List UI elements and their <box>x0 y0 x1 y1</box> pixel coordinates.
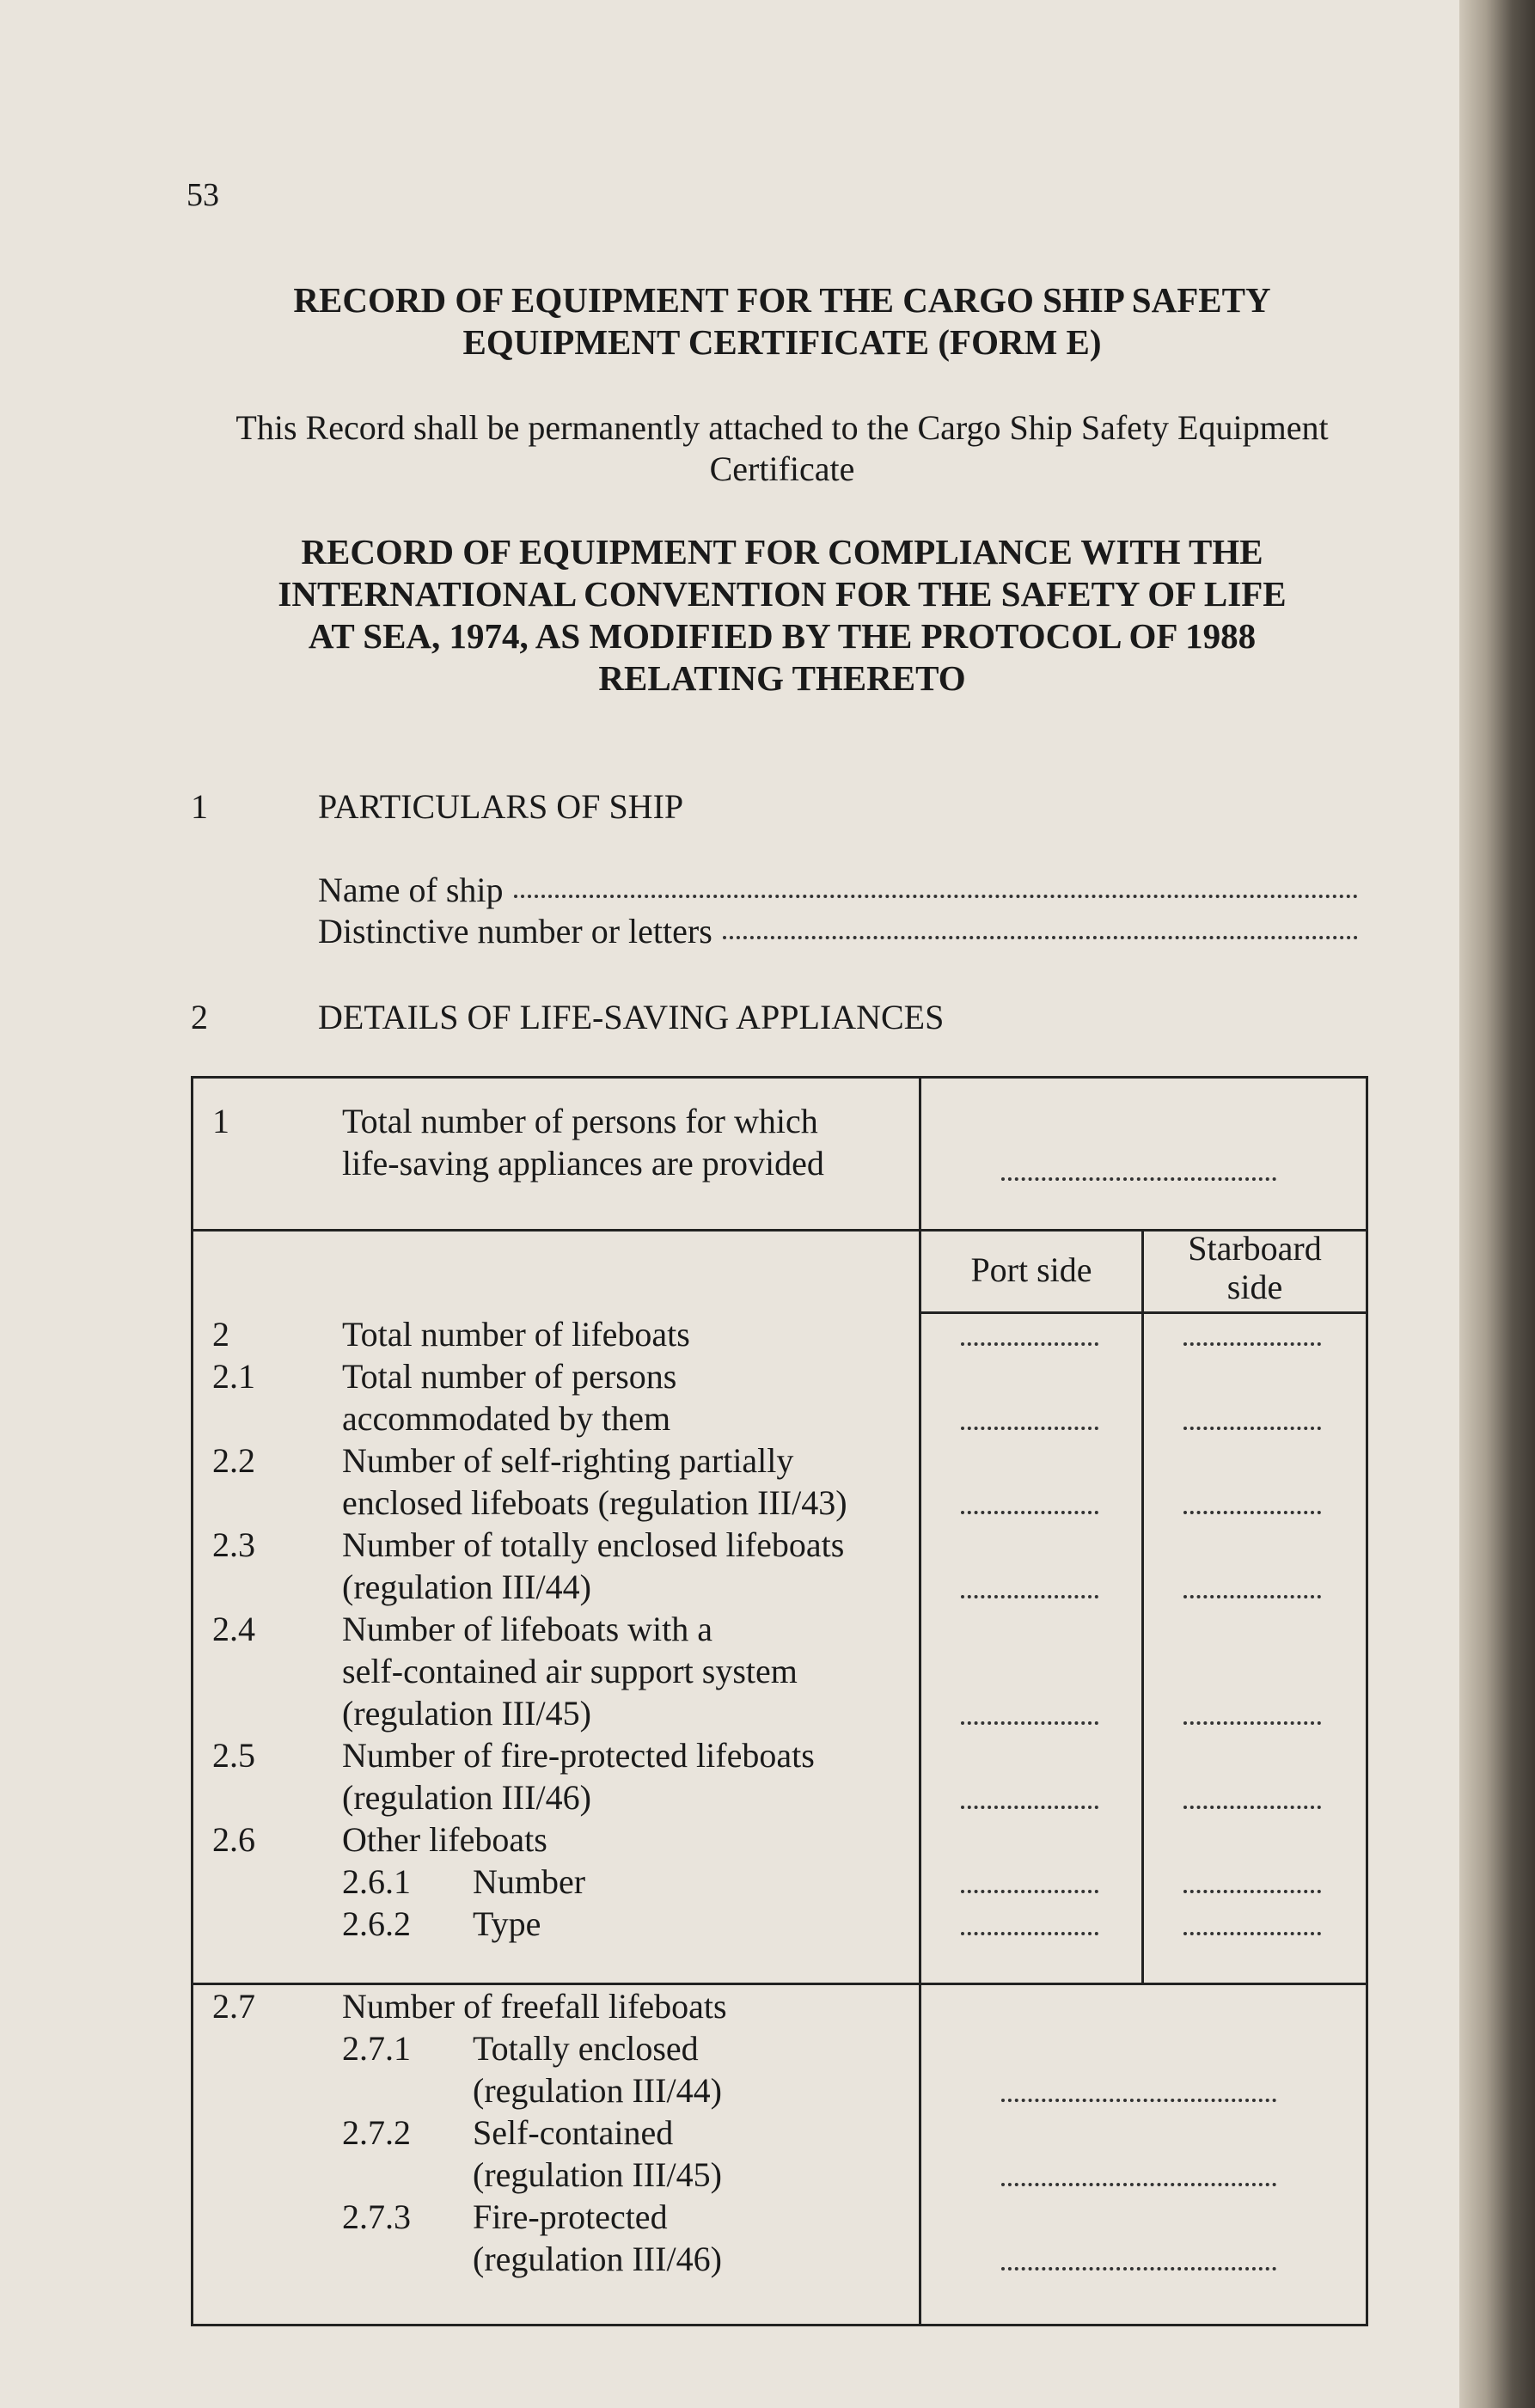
row-2-7-1-value-blank <box>1001 2099 1276 2102</box>
row-2-7-3-number: 2.7.3 <box>342 2197 411 2236</box>
title2-line-4: RELATING THERETO <box>598 658 966 698</box>
section2-heading: DETAILS OF LIFE-SAVING APPLIANCES <box>318 998 945 1036</box>
name-of-ship-blank <box>514 895 1358 898</box>
row-2-6-label: Other lifeboats <box>342 1820 547 1859</box>
row-2-1-starboard-blank <box>1183 1427 1321 1430</box>
row-2-5-port-blank <box>961 1806 1098 1809</box>
row-2-1-label-line-1: Total number of persons <box>342 1357 677 1396</box>
row-2-3-number: 2.3 <box>212 1525 255 1564</box>
row-2-4-label-line-2: self-contained air support system <box>342 1652 798 1690</box>
title-line-2: EQUIPMENT CERTIFICATE (FORM E) <box>462 322 1102 362</box>
row-2-4-label-line-1: Number of lifeboats with a <box>342 1610 712 1648</box>
header-starboard-line-2: side <box>1226 1268 1283 1306</box>
row-2-7-3-label-line-1: Fire-protected <box>473 2197 668 2236</box>
name-of-ship-field <box>318 870 1358 910</box>
row1-label-line-2: life-saving appliances are provided <box>342 1144 824 1183</box>
row-2-6-1-label: Number <box>473 1862 586 1901</box>
row-2-7-1-label-line-1: Totally enclosed <box>473 2029 699 2068</box>
distinctive-number-label: Distinctive number or letters <box>318 912 712 950</box>
intro-line-1: This Record shall be permanently attached to the Cargo Ship Safety Equipment <box>235 408 1329 447</box>
header-port-side: Port side <box>970 1250 1092 1289</box>
row-2-6-1-port-blank <box>961 1890 1098 1893</box>
row1-value-blank <box>1001 1177 1276 1181</box>
row-2-3-label-line-1: Number of totally enclosed lifeboats <box>342 1525 845 1564</box>
row-2-2-label-line-2: enclosed lifeboats (regulation III/43) <box>342 1483 847 1522</box>
row-2-2-port-blank <box>961 1511 1098 1514</box>
page-number: 53 <box>187 177 219 213</box>
row-2-2-starboard-blank <box>1183 1511 1321 1514</box>
row-2-4-starboard-blank <box>1183 1721 1321 1725</box>
row-2-7-3-label-line-2: (regulation III/46) <box>473 2240 722 2278</box>
header-starboard-line-1: Starboard <box>1188 1229 1322 1268</box>
section2-number: 2 <box>191 998 208 1036</box>
intro-line-2: Certificate <box>709 449 855 488</box>
title-line-1: RECORD OF EQUIPMENT FOR THE CARGO SHIP SAFETY <box>293 280 1271 320</box>
row1-label-line-1: Total number of persons for which <box>342 1102 818 1140</box>
row-2-1-number: 2.1 <box>212 1357 255 1396</box>
row-2-6-1-number: 2.6.1 <box>342 1862 411 1901</box>
row-2-7-2-value-blank <box>1001 2183 1276 2186</box>
distinctive-number-blank <box>723 936 1358 939</box>
row-2-7-2-label-line-2: (regulation III/45) <box>473 2155 722 2194</box>
row-2-number: 2 <box>212 1315 229 1354</box>
row-2-starboard-blank <box>1183 1342 1321 1346</box>
row-2-7-3-value-blank <box>1001 2267 1276 2270</box>
row-2-7-1-number: 2.7.1 <box>342 2029 411 2068</box>
title2-line-3: AT SEA, 1974, AS MODIFIED BY THE PROTOCOL OF 1988 <box>308 616 1257 656</box>
row-2-6-2-starboard-blank <box>1183 1932 1321 1935</box>
row-2-5-number: 2.5 <box>212 1736 255 1775</box>
row-2-6-number: 2.6 <box>212 1820 255 1859</box>
side-divider <box>1141 1229 1144 1983</box>
row-2-2-number: 2.2 <box>212 1441 255 1480</box>
distinctive-number-field <box>318 911 1358 951</box>
row-2-7-label: Number of freefall lifeboats <box>342 1987 727 2026</box>
row-2-3-port-blank <box>961 1595 1098 1598</box>
row-2-6-2-label: Type <box>473 1904 541 1943</box>
row-2-label: Total number of lifeboats <box>342 1315 690 1354</box>
row-2-1-label-line-2: accommodated by them <box>342 1399 671 1438</box>
row-2-7-number: 2.7 <box>212 1987 255 2026</box>
title2-line-1: RECORD OF EQUIPMENT FOR COMPLIANCE WITH THE <box>301 532 1263 571</box>
row-2-2-label-line-1: Number of self-righting partially <box>342 1441 794 1480</box>
row-2-4-port-blank <box>961 1721 1098 1725</box>
row-2-7-1-label-line-2: (regulation III/44) <box>473 2071 722 2110</box>
row-2-3-starboard-blank <box>1183 1595 1321 1598</box>
row-2-5-label-line-1: Number of fire-protected lifeboats <box>342 1736 815 1775</box>
row-2-6-2-number: 2.6.2 <box>342 1904 411 1943</box>
name-of-ship-label: Name of ship <box>318 871 504 909</box>
row-2-6-1-starboard-blank <box>1183 1890 1321 1893</box>
section1-number: 1 <box>191 787 208 826</box>
life-saving-appliances-table <box>191 1076 1368 2326</box>
row-2-port-blank <box>961 1342 1098 1346</box>
row-2-5-label-line-2: (regulation III/46) <box>342 1778 591 1817</box>
row1-number: 1 <box>212 1102 229 1140</box>
row-2-1-port-blank <box>961 1427 1098 1430</box>
page-edge-shadow <box>1459 0 1535 2408</box>
row-2-4-label-line-3: (regulation III/45) <box>342 1694 591 1733</box>
row-2-3-label-line-2: (regulation III/44) <box>342 1568 591 1606</box>
section1-heading: PARTICULARS OF SHIP <box>318 787 684 826</box>
row-2-7-2-number: 2.7.2 <box>342 2113 411 2152</box>
row-2-4-number: 2.4 <box>212 1610 255 1648</box>
row-2-7-2-label-line-1: Self-contained <box>473 2113 674 2152</box>
title2-line-2: INTERNATIONAL CONVENTION FOR THE SAFETY OF LIFE <box>278 574 1287 614</box>
row-2-5-starboard-blank <box>1183 1806 1321 1809</box>
row-2-6-2-port-blank <box>961 1932 1098 1935</box>
